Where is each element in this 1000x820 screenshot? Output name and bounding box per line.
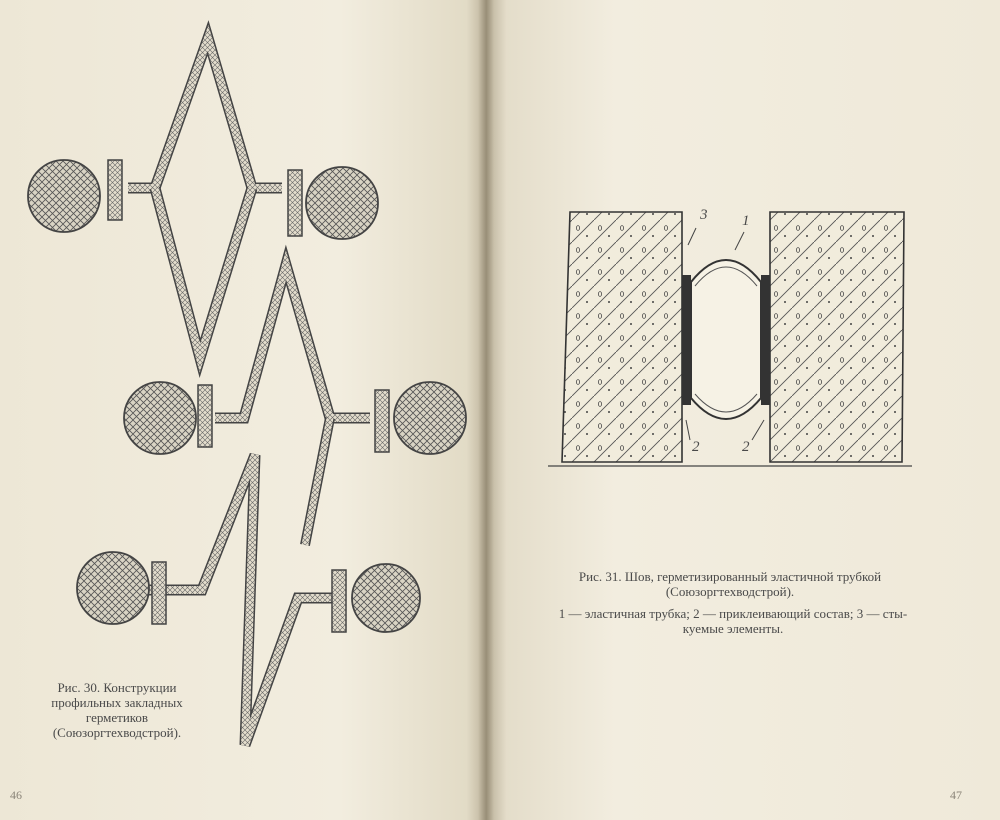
caption-line: (Союзоргтехводстрой). (665, 584, 795, 599)
caption-line: Рис. 30. Конструкции (57, 680, 177, 695)
figure-30-caption (22, 680, 212, 740)
adhesive-layer-right (761, 275, 770, 405)
caption-line: герметиков (85, 710, 149, 725)
sealant-profile-b (124, 265, 466, 545)
figure-30 (28, 38, 466, 745)
page-number-right: 47 (950, 788, 962, 802)
figure-31-legend (548, 606, 918, 636)
elastic-tube (691, 260, 761, 419)
label-2-right: 2 (742, 439, 750, 455)
figure-31 (548, 212, 912, 466)
caption-line: профильных закладных (51, 695, 183, 710)
joint-element-right (770, 212, 904, 462)
caption-line: (Союзоргтехводстрой). (52, 725, 182, 740)
page-number-left: 46 (10, 788, 22, 802)
adhesive-layer-left (682, 275, 691, 405)
label-2-left: 2 (692, 439, 700, 455)
caption-line: Рис. 31. Шов, герметизированный эластичной трубкой (578, 569, 882, 584)
legend-line: куемые элементы. (682, 621, 784, 636)
figure-31-caption (555, 569, 905, 599)
joint-element-left (562, 212, 682, 462)
label-3: 3 (700, 207, 708, 223)
sealant-profile-a (28, 38, 378, 358)
legend-line: 1 — эластичная трубка; 2 — приклеивающий состав; 3 — сты- (558, 606, 908, 621)
label-1: 1 (742, 213, 750, 229)
